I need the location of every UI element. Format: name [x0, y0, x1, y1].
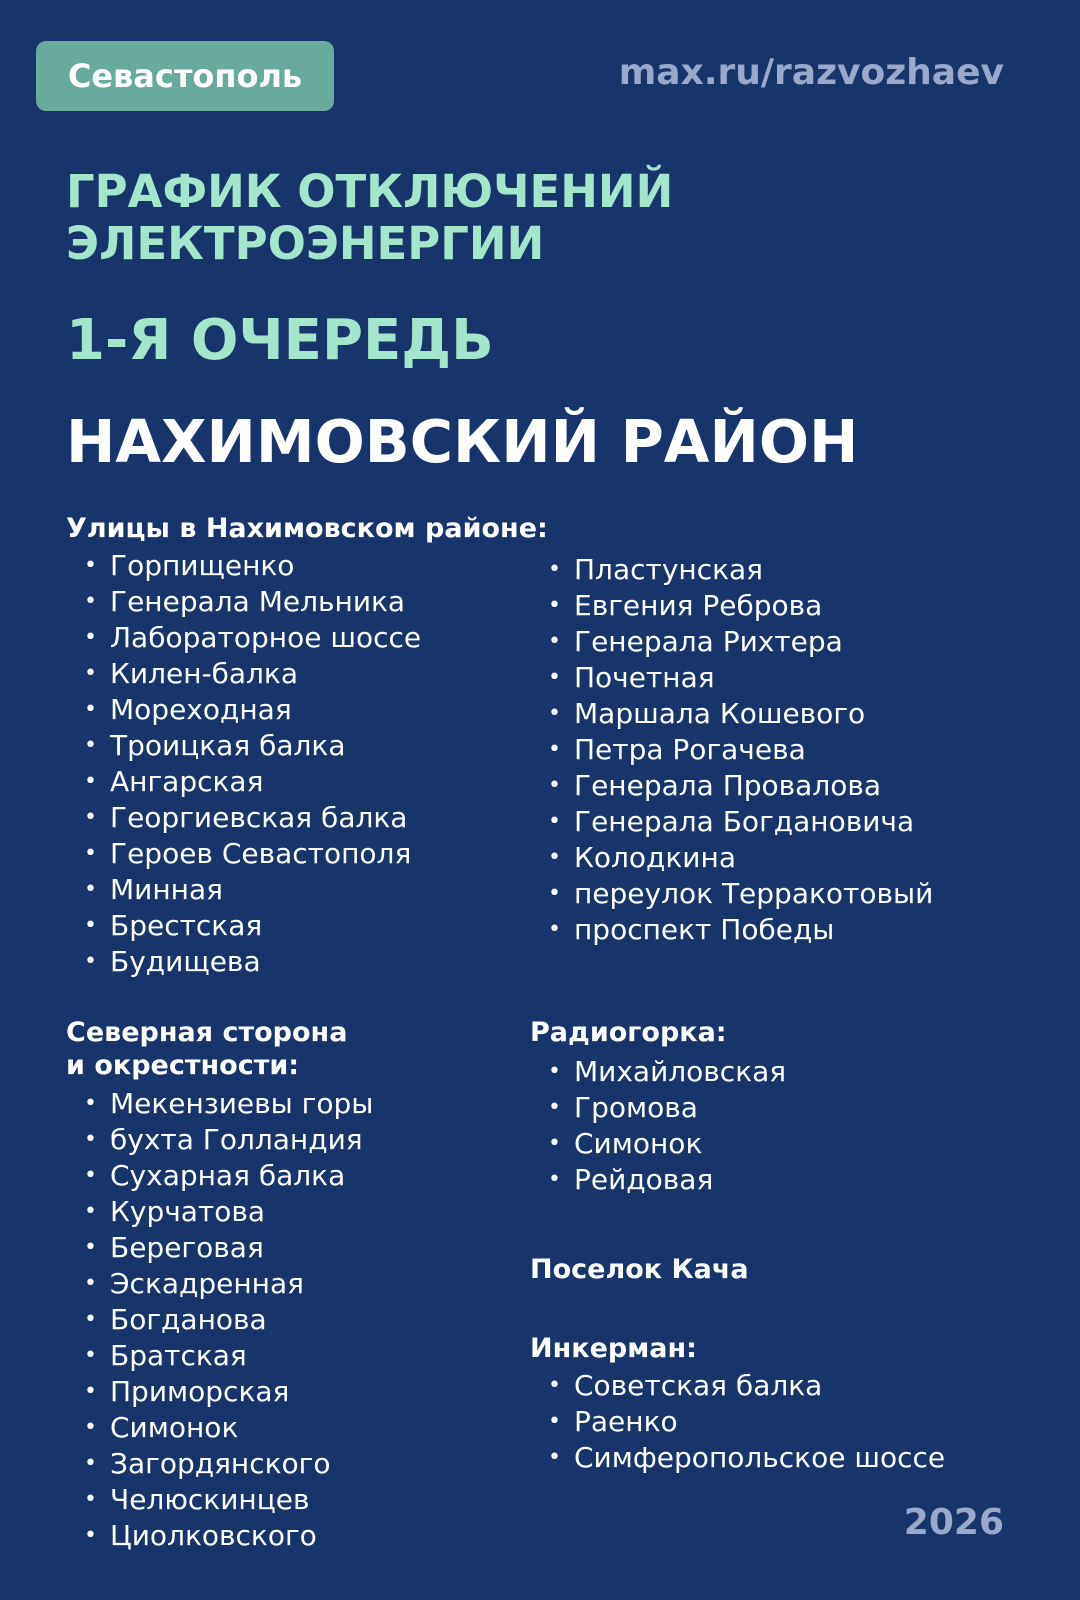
bullet-icon: •: [84, 733, 97, 758]
bullet-icon: •: [548, 1131, 561, 1156]
bullet-icon: •: [548, 1373, 561, 1398]
street-name: Приморская: [110, 1375, 290, 1408]
street-name: Советская балка: [574, 1369, 823, 1402]
street-list-item: [530, 1162, 786, 1198]
street-list-item: [530, 1368, 945, 1404]
street-name: Курчатова: [110, 1195, 266, 1228]
bullet-icon: •: [84, 1163, 97, 1188]
street-name: Сухарная балка: [110, 1159, 346, 1192]
street-name: Генерала Богдановича: [574, 805, 915, 838]
street-list-item: [66, 1518, 373, 1554]
bullet-icon: •: [548, 773, 561, 798]
bullet-icon: •: [548, 881, 561, 906]
bullet-icon: •: [84, 1487, 97, 1512]
section-heading-kacha: Поселок Кача: [530, 1254, 749, 1285]
street-list-item: [66, 1446, 373, 1482]
street-name: Маршала Кошевого: [574, 697, 866, 730]
bullet-icon: •: [84, 1091, 97, 1116]
street-name: Громова: [574, 1091, 698, 1124]
street-list-item: [66, 800, 421, 836]
street-list-north: [66, 1086, 373, 1554]
bullet-icon: •: [548, 593, 561, 618]
street-name: Эскадренная: [110, 1267, 304, 1300]
street-list-item: [66, 728, 421, 764]
street-name: Генерала Рихтера: [574, 625, 843, 658]
street-name: Брестская: [110, 909, 263, 942]
street-list-item: [66, 1230, 373, 1266]
street-name: Ангарская: [110, 765, 264, 798]
street-list-item: [530, 1126, 786, 1162]
bullet-icon: •: [84, 1199, 97, 1224]
bullet-icon: •: [84, 661, 97, 686]
street-name: Загордянского: [110, 1447, 331, 1480]
street-list-item: [66, 836, 421, 872]
street-list-item: [66, 1086, 373, 1122]
section-heading-line: Северная сторона: [66, 1017, 348, 1048]
bullet-icon: •: [548, 845, 561, 870]
title-line: ГРАФИК ОТКЛЮЧЕНИЙ: [66, 165, 674, 218]
street-name: Циолковского: [110, 1519, 317, 1552]
street-name: Мекензиевы горы: [110, 1087, 374, 1120]
street-name: Рейдовая: [574, 1163, 714, 1196]
bullet-icon: •: [548, 1445, 561, 1470]
street-list-item: [530, 876, 933, 912]
street-list-item: [530, 840, 933, 876]
street-list-item: [530, 696, 933, 732]
bullet-icon: •: [84, 625, 97, 650]
bullet-icon: •: [84, 949, 97, 974]
street-list-item: [66, 1266, 373, 1302]
street-list-item: [530, 1054, 786, 1090]
bullet-icon: •: [548, 1409, 561, 1434]
street-name: Горпищенко: [110, 549, 295, 582]
bullet-icon: •: [84, 1379, 97, 1404]
channel-link[interactable]: max.ru/razvozhaev: [618, 52, 1004, 93]
street-list-item: [66, 584, 421, 620]
street-name: Килен-балка: [110, 657, 299, 690]
section-heading-inkerman: Инкерман:: [530, 1333, 697, 1364]
street-name: Пластунская: [574, 553, 763, 586]
page-title: [66, 166, 673, 270]
street-name: Михайловская: [574, 1055, 787, 1088]
street-name: Симонок: [110, 1411, 239, 1444]
street-list-item: [66, 656, 421, 692]
street-name: Колодкина: [574, 841, 736, 874]
street-name: Богданова: [110, 1303, 267, 1336]
street-list-inkerman: [530, 1368, 945, 1476]
street-name: Евгения Реброва: [574, 589, 823, 622]
year-label: 2026: [903, 1502, 1004, 1543]
bullet-icon: •: [548, 701, 561, 726]
street-list-item: [66, 692, 421, 728]
bullet-icon: •: [84, 1415, 97, 1440]
street-name: Братская: [110, 1339, 247, 1372]
street-name: Почетная: [574, 661, 715, 694]
bullet-icon: •: [84, 877, 97, 902]
bullet-icon: •: [84, 1271, 97, 1296]
bullet-icon: •: [84, 1523, 97, 1548]
bullet-icon: •: [548, 629, 561, 654]
street-list-item: [66, 1302, 373, 1338]
street-name: Симферопольское шоссе: [574, 1441, 946, 1474]
street-list-item: [530, 588, 933, 624]
street-list-item: [66, 872, 421, 908]
street-name: Георгиевская балка: [110, 801, 408, 834]
title-line: ЭЛЕКТРОЭНЕРГИИ: [66, 217, 545, 270]
bullet-icon: •: [84, 1343, 97, 1368]
street-name: переулок Терракотовый: [574, 877, 934, 910]
street-name: Петра Рогачева: [574, 733, 806, 766]
street-list-item: [530, 768, 933, 804]
bullet-icon: •: [84, 1235, 97, 1260]
street-list-item: [66, 1122, 373, 1158]
street-list-item: [530, 732, 933, 768]
bullet-icon: •: [84, 697, 97, 722]
street-name: Троицкая балка: [110, 729, 346, 762]
street-name: Генерала Провалова: [574, 769, 882, 802]
street-list-item: [66, 944, 421, 980]
street-list-item: [530, 912, 933, 948]
street-name: бухта Голландия: [110, 1123, 363, 1156]
street-name: Генерала Мельника: [110, 585, 406, 618]
bullet-icon: •: [84, 841, 97, 866]
street-list-item: [530, 804, 933, 840]
section-heading-north: [66, 1016, 347, 1082]
street-name: Симонок: [574, 1127, 703, 1160]
street-name: Будищева: [110, 945, 261, 978]
street-list-item: [530, 660, 933, 696]
bullet-icon: •: [548, 1059, 561, 1084]
street-list-nakhimov-col2: [530, 552, 933, 948]
street-list-item: [66, 1482, 373, 1518]
street-name: Береговая: [110, 1231, 264, 1264]
bullet-icon: •: [84, 589, 97, 614]
bullet-icon: •: [548, 809, 561, 834]
street-list-item: [530, 1404, 945, 1440]
street-name: Героев Севастополя: [110, 837, 412, 870]
bullet-icon: •: [84, 913, 97, 938]
street-name: Мореходная: [110, 693, 292, 726]
street-list-item: [530, 552, 933, 588]
street-list-item: [530, 624, 933, 660]
street-name: проспект Победы: [574, 913, 835, 946]
street-list-item: [530, 1090, 786, 1126]
district-heading: НАХИМОВСКИЙ РАЙОН: [66, 407, 859, 476]
street-name: Минная: [110, 873, 223, 906]
street-list-item: [66, 908, 421, 944]
street-name: Лабораторное шоссе: [110, 621, 422, 654]
street-list-nakhimov-col1: [66, 548, 421, 980]
bullet-icon: •: [548, 917, 561, 942]
bullet-icon: •: [548, 1095, 561, 1120]
bullet-icon: •: [84, 553, 97, 578]
bullet-icon: •: [84, 1307, 97, 1332]
bullet-icon: •: [548, 665, 561, 690]
section-heading-radiogorka: Радиогорка:: [530, 1017, 727, 1048]
street-list-item: [66, 1158, 373, 1194]
street-list-item: [66, 548, 421, 584]
bullet-icon: •: [84, 769, 97, 794]
street-list-item: [66, 1338, 373, 1374]
street-list-item: [66, 764, 421, 800]
bullet-icon: •: [84, 1451, 97, 1476]
bullet-icon: •: [84, 1127, 97, 1152]
bullet-icon: •: [548, 557, 561, 582]
section-heading-nakhimov: Улицы в Нахимовском районе:: [66, 513, 548, 544]
queue-heading: 1-Я ОЧЕРЕДЬ: [66, 308, 494, 373]
street-list-item: [66, 1374, 373, 1410]
street-list-radiogorka: [530, 1054, 786, 1198]
bullet-icon: •: [548, 737, 561, 762]
bullet-icon: •: [548, 1167, 561, 1192]
bullet-icon: •: [84, 805, 97, 830]
city-badge: Севастополь: [36, 41, 334, 111]
street-list-item: [66, 1194, 373, 1230]
section-heading-line: и окрестности:: [66, 1050, 300, 1081]
street-list-item: [530, 1440, 945, 1476]
street-list-item: [66, 620, 421, 656]
street-name: Челюскинцев: [110, 1483, 310, 1516]
street-list-item: [66, 1410, 373, 1446]
street-name: Раенко: [574, 1405, 678, 1438]
